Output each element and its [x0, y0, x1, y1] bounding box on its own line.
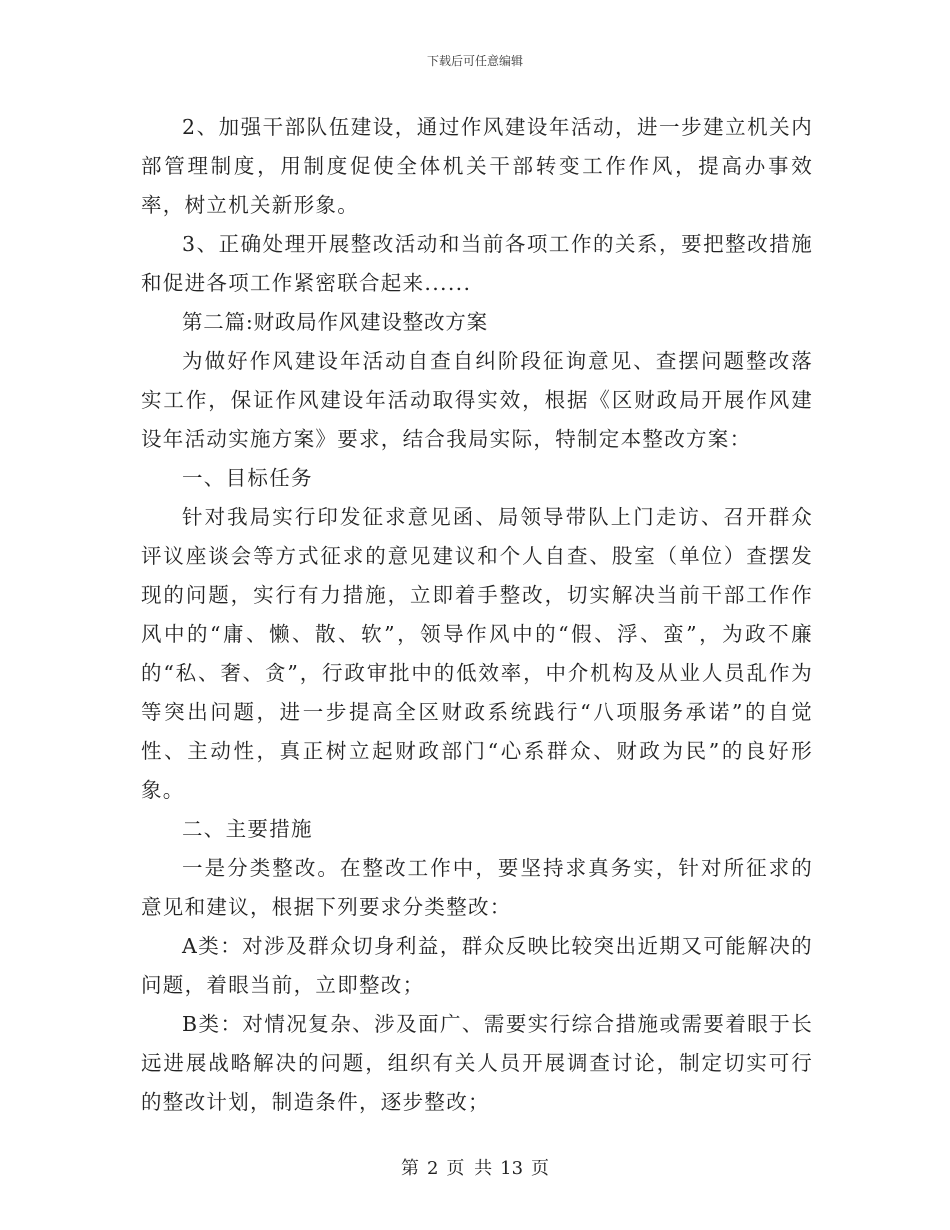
measure-one-paragraph: 一是分类整改。在整改工作中，要坚持求真务实，针对所征求的意见和建议，根据下列要求分类整改：: [141, 856, 813, 919]
category-b-paragraph: B类：对情况复杂、涉及面广、需要实行综合措施或需要着眼于长远进展战略解决的问题，组织有关人员开展调查讨论，制定切实可行的整改计划，制造条件，逐步整改；: [141, 1012, 813, 1114]
page-header: 下载后可任意编辑: [426, 54, 523, 68]
goals-paragraph: 针对我局实行印发征求意见函、局领导带队上门走访、召开群众评议座谈会等方式征求的意见建议和个人自查、股室（单位）查摆发现的问题，实行有力措施，立即着手整改，切实解决当前干部工作作风中的“庸、懒、散、软”，领导作风中的“假、浮、蛮”，为政不廉的“私、奢、贪”，行政审批中的低效率，中介机构及从业人员乱作为等突出问题，进一步提高全区财政系统践行“八项服务承诺”的自觉性、主动性，真正树立起财政部门“心系群众、财政为民”的良好形象。: [141, 505, 813, 802]
page-footer: [0, 1154, 950, 1180]
footer-suffix: 页: [531, 1158, 550, 1179]
total-pages: 13: [500, 1158, 524, 1179]
footer-prefix: 第: [400, 1158, 419, 1179]
category-a-paragraph: A类：对涉及群众切身利益，群众反映比较突出近期又可能解决的问题，着眼当前，立即整改；: [141, 934, 813, 997]
paragraph-item-2: 2、加强干部队伍建设，通过作风建设年活动，进一步建立机关内部管理制度，用制度促使全体机关干部转变工作作风，提高办事效率，树立机关新形象。: [141, 115, 813, 217]
document-body: [141, 108, 813, 1122]
intro-paragraph: 为做好作风建设年活动自查自纠阶段征询意见、查摆问题整改落实工作，保证作风建设年活动取得实效，根据《区财政局开展作风建设年活动实施方案》要求，结合我局实际，特制定本整改方案：: [141, 349, 813, 451]
heading-goals: 一、目标任务: [182, 466, 313, 490]
paragraph-item-3: 3、正确处理开展整改活动和当前各项工作的关系，要把整改措施和促进各项工作紧密联合起来......: [141, 232, 813, 295]
footer-middle: 页 共: [446, 1158, 493, 1179]
page-number: 2: [426, 1158, 439, 1179]
heading-measures: 二、主要措施: [182, 817, 313, 841]
section-title: 第二篇:财政局作风建设整改方案: [182, 310, 488, 334]
